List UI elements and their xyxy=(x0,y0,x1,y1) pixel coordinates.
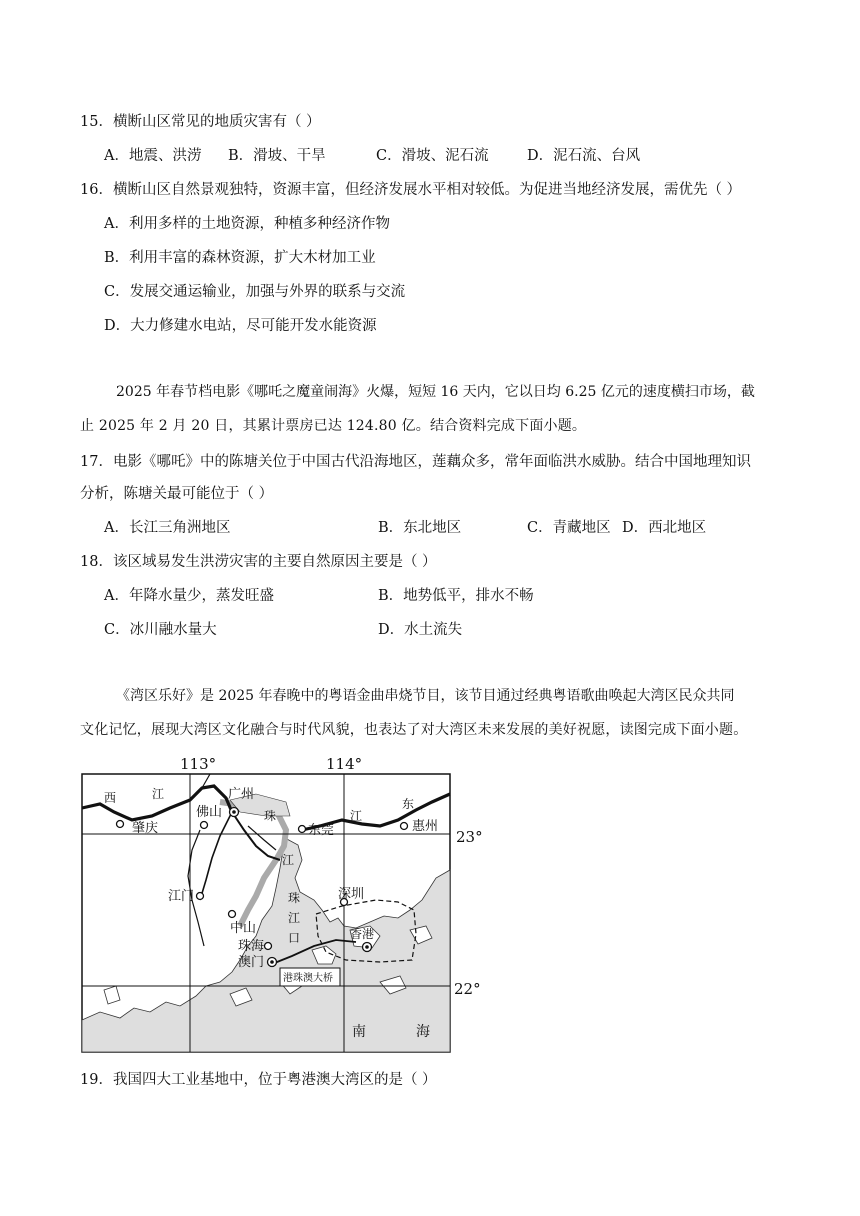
q15-option-b: B．滑坡、干旱 xyxy=(228,148,326,164)
label-xianggang: 香港 xyxy=(350,927,375,941)
foshan-dot xyxy=(201,822,208,829)
lat-23-label: 23° xyxy=(456,828,483,846)
q18-option-c: C．冰川融水量大 xyxy=(104,622,217,638)
label-zhuhai: 珠海 xyxy=(238,939,265,954)
label-dong: 东 xyxy=(402,797,415,811)
huizhou-dot xyxy=(401,823,408,830)
zhaoqing-dot xyxy=(117,821,124,828)
q15-option-c: C．滑坡、泥石流 xyxy=(376,148,489,164)
q18-option-d: D．水土流失 xyxy=(378,622,463,638)
q16-option-b: B．利用丰富的森林资源，扩大木材加工业 xyxy=(104,250,376,266)
q18-option-a: A．年降水量少，蒸发旺盛 xyxy=(104,588,274,604)
label-zhu: 珠 xyxy=(264,809,277,823)
q17-option-b: B．东北地区 xyxy=(378,520,462,536)
q15-stem: 15．横断山区常见的地质灾害有（ ） xyxy=(80,114,321,130)
label-xi: 西 xyxy=(104,791,117,805)
guangzhou-dot-center xyxy=(232,810,236,814)
dongguan-dot xyxy=(299,826,306,833)
greater-bay-area-map xyxy=(80,750,492,1055)
label-jiang1: 江 xyxy=(152,787,165,801)
q16-stem: 16．横断山区自然景观独特，资源丰富，但经济发展水平相对较低。为促进当地经济发展，需优先（ ） xyxy=(80,182,742,198)
label-nan: 南 xyxy=(352,1024,366,1040)
q16-option-a: A．利用多样的土地资源，种植多种经济作物 xyxy=(104,216,390,232)
label-zhu2: 珠 xyxy=(288,891,301,905)
q17-stem-line1: 17．电影《哪吒》中的陈塘关位于中国古代沿海地区，莲藕众多，常年面临洪水威胁。结合中国地理知识 xyxy=(80,454,751,470)
q18-stem: 18．该区域易发生洪涝灾害的主要自然原因主要是（ ） xyxy=(80,554,437,570)
lon-113-label: 113° xyxy=(180,755,217,773)
map-svg xyxy=(80,750,492,1055)
label-zhaoqing: 肇庆 xyxy=(132,821,159,836)
label-hai: 海 xyxy=(416,1024,430,1040)
jiangmen-dot xyxy=(197,893,204,900)
label-jiang2: 江 xyxy=(350,809,363,823)
zhuhai-dot xyxy=(265,943,272,950)
label-zhongshan: 中山 xyxy=(230,921,257,936)
material1-line1: 2025 年春节档电影《哪吒之魔童闹海》火爆，短短 16 天内，它以日均 6.25 亿元的速度横扫市场，截 xyxy=(116,384,755,400)
q17-option-c: C．青藏地区 xyxy=(527,520,611,536)
q19-stem: 19．我国四大工业基地中，位于粤港澳大湾区的是（ ） xyxy=(80,1072,437,1088)
macau-dot-center xyxy=(270,960,274,964)
label-dongguan: 东莞 xyxy=(308,823,335,838)
label-kou: 口 xyxy=(288,931,301,945)
q15-option-a: A．地震、洪涝 xyxy=(104,148,202,164)
hongkong-dot-center xyxy=(365,945,369,949)
label-jiangmen: 江门 xyxy=(168,889,195,904)
q16-option-d: D．大力修建水电站，尽可能开发水能资源 xyxy=(104,318,377,334)
zhongshan-dot xyxy=(229,911,236,918)
material1-line2: 止 2025 年 2 月 20 日，其累计票房已达 124.80 亿。结合资料完成下面小题。 xyxy=(80,418,587,434)
lon-114-label: 114° xyxy=(326,755,363,773)
label-jiang4: 江 xyxy=(288,911,301,925)
label-shenzhen: 深圳 xyxy=(338,887,365,902)
q17-stem-line2: 分析，陈塘关最可能位于（ ） xyxy=(80,486,274,502)
material2-line2: 文化记忆，展现大湾区文化融合与时代风貌，也表达了对大湾区未来发展的美好祝愿，读图完成下面小题。 xyxy=(80,722,748,738)
label-aomen: 澳门 xyxy=(238,955,265,970)
label-bridge: 港珠澳大桥 xyxy=(283,973,333,984)
material2-line1: 《湾区乐好》是 2025 年春晚中的粤语金曲串烧节目，该节目通过经典粤语歌曲唤起大湾区民众共同 xyxy=(116,688,735,704)
label-guangzhou: 广州 xyxy=(228,787,255,802)
label-huizhou: 惠州 xyxy=(412,819,439,834)
label-foshan: 佛山 xyxy=(196,805,223,820)
q15-option-d: D．泥石流、台风 xyxy=(527,148,641,164)
lat-22-label: 22° xyxy=(454,980,481,998)
label-jiang3: 江 xyxy=(282,853,295,867)
q17-option-d: D．西北地区 xyxy=(622,520,707,536)
q17-option-a: A．长江三角洲地区 xyxy=(104,520,231,536)
q16-option-c: C．发展交通运输业，加强与外界的联系与交流 xyxy=(104,284,406,300)
q18-option-b: B．地势低平，排水不畅 xyxy=(378,588,534,604)
